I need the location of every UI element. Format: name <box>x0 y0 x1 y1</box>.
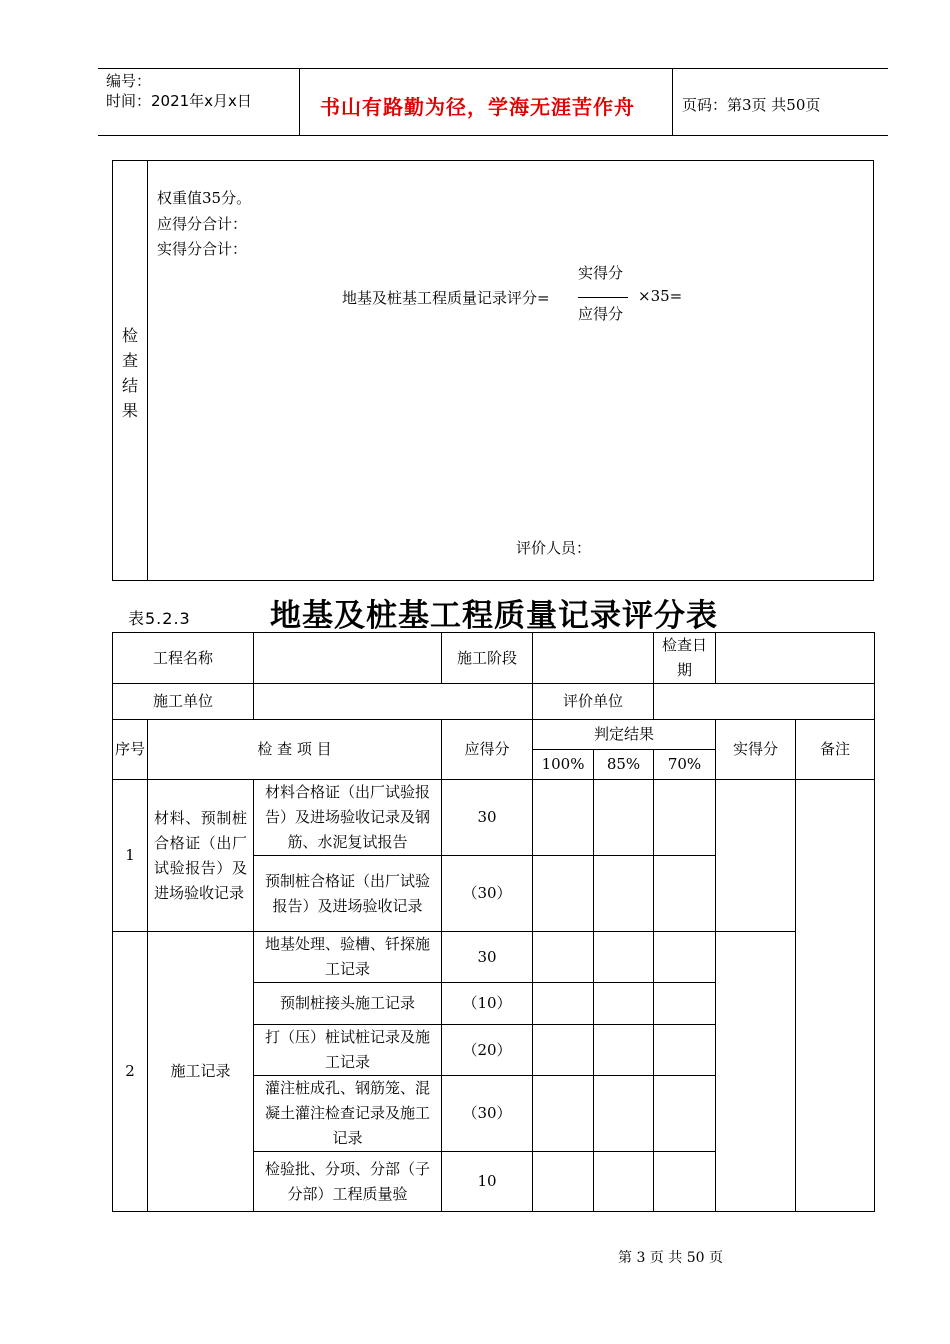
result-85-cell <box>594 1152 654 1212</box>
item-score: 30 <box>442 780 533 856</box>
weight-line: 权重值35分。 <box>157 189 252 207</box>
should-total-line: 应得分合计： <box>157 215 248 233</box>
item-name: 地基处理、验槽、钎探施工记录 <box>254 932 442 983</box>
formula-numerator: 实得分 <box>578 264 624 282</box>
item-score: （30） <box>442 856 533 932</box>
result-85-cell <box>594 932 654 983</box>
item-score: 30 <box>442 932 533 983</box>
col-should-header: 应得分 <box>442 720 533 780</box>
header-motto: 书山有路勤为径，学海无涯苦作舟 <box>320 95 635 119</box>
table-header-row <box>113 720 875 750</box>
fraction-line <box>578 297 628 298</box>
result-100-cell <box>533 1025 594 1076</box>
result-70-cell <box>654 983 716 1025</box>
header-divider <box>299 68 300 135</box>
check-result-side-label <box>120 323 140 423</box>
item-score: （20） <box>442 1025 533 1076</box>
actual-score-cell <box>716 932 796 1212</box>
result-70-cell <box>654 1152 716 1212</box>
page-title: 地基及桩基工程质量记录评分表 <box>270 598 718 634</box>
actual-total-line: 实得分合计： <box>157 240 248 258</box>
item-name: 预制桩合格证（出厂试验报告）及进场验收记录 <box>254 856 442 932</box>
table-row <box>113 780 875 856</box>
header-divider <box>672 68 673 135</box>
result-100-cell <box>533 780 594 856</box>
formula-denominator: 应得分 <box>578 305 624 323</box>
result-100-cell <box>533 1152 594 1212</box>
group-category: 材料、预制桩合格证（出厂试验报告）及进场验收记录 <box>148 780 254 932</box>
table-row <box>113 633 875 684</box>
stage-value <box>533 633 654 684</box>
doc-number-label: 编号： <box>106 72 152 90</box>
group-category: 施工记录 <box>148 932 254 1212</box>
formula-prefix: 地基及桩基工程质量记录评分= <box>342 289 550 307</box>
check-date-value <box>716 633 875 684</box>
project-name-label: 工程名称 <box>113 633 254 684</box>
formula-multiplier: ×35= <box>638 287 683 305</box>
result-85-cell <box>594 983 654 1025</box>
result-100-cell <box>533 856 594 932</box>
col-p70-header: 70% <box>654 750 716 780</box>
col-seq-header: 序号 <box>113 720 148 780</box>
result-85-cell <box>594 1025 654 1076</box>
side-char: 查 <box>121 351 138 370</box>
col-item-header: 检 查 项 目 <box>148 720 442 780</box>
col-p85-header: 85% <box>594 750 654 780</box>
remark-cell <box>796 780 875 1212</box>
result-70-cell <box>654 1076 716 1152</box>
result-70-cell <box>654 1025 716 1076</box>
header-bottom-rule <box>98 135 888 136</box>
construction-unit-label: 施工单位 <box>113 684 254 720</box>
result-100-cell <box>533 1076 594 1152</box>
side-char: 果 <box>121 401 138 420</box>
result-70-cell <box>654 932 716 983</box>
item-name: 材料合格证（出厂试验报告）及进场验收记录及钢筋、水泥复试报告 <box>254 780 442 856</box>
group-seq: 2 <box>113 932 148 1212</box>
actual-score-cell <box>716 780 796 932</box>
stage-label: 施工阶段 <box>442 633 533 684</box>
item-name: 检验批、分项、分部（子分部）工程质量验 <box>254 1152 442 1212</box>
result-70-cell <box>654 856 716 932</box>
item-score: （10） <box>442 983 533 1025</box>
group-seq: 1 <box>113 780 148 932</box>
result-85-cell <box>594 856 654 932</box>
doc-time-label: 时间：2021年x月x日 <box>106 92 252 110</box>
header-page-label: 页码：第3页 共50页 <box>682 96 821 114</box>
item-name: 灌注桩成孔、钢筋笼、混凝土灌注检查记录及施工记录 <box>254 1076 442 1152</box>
check-result-divider <box>147 160 148 581</box>
col-judge-header: 判定结果 <box>533 720 716 750</box>
project-name-value <box>254 633 442 684</box>
item-name: 预制桩接头施工记录 <box>254 983 442 1025</box>
result-100-cell <box>533 932 594 983</box>
check-date-label: 检查日期 <box>654 633 716 684</box>
item-name: 打（压）桩试桩记录及施工记录 <box>254 1025 442 1076</box>
result-70-cell <box>654 780 716 856</box>
result-100-cell <box>533 983 594 1025</box>
col-p100-header: 100% <box>533 750 594 780</box>
item-score: （30） <box>442 1076 533 1152</box>
eval-unit-value <box>654 684 875 720</box>
result-85-cell <box>594 1076 654 1152</box>
score-table <box>112 632 875 1212</box>
col-remark-header: 备注 <box>796 720 875 780</box>
table-number: 表5.2.3 <box>128 609 191 628</box>
eval-unit-label: 评价单位 <box>533 684 654 720</box>
side-char: 结 <box>121 376 138 395</box>
construction-unit-value <box>254 684 533 720</box>
page-number: 第 3 页 共 50 页 <box>618 1250 723 1266</box>
item-score: 10 <box>442 1152 533 1212</box>
col-actual-header: 实得分 <box>716 720 796 780</box>
result-85-cell <box>594 780 654 856</box>
evaluator-label: 评价人员： <box>516 539 592 557</box>
side-char: 检 <box>121 326 138 345</box>
table-row <box>113 932 875 983</box>
table-row <box>113 684 875 720</box>
header-top-rule <box>98 68 888 69</box>
